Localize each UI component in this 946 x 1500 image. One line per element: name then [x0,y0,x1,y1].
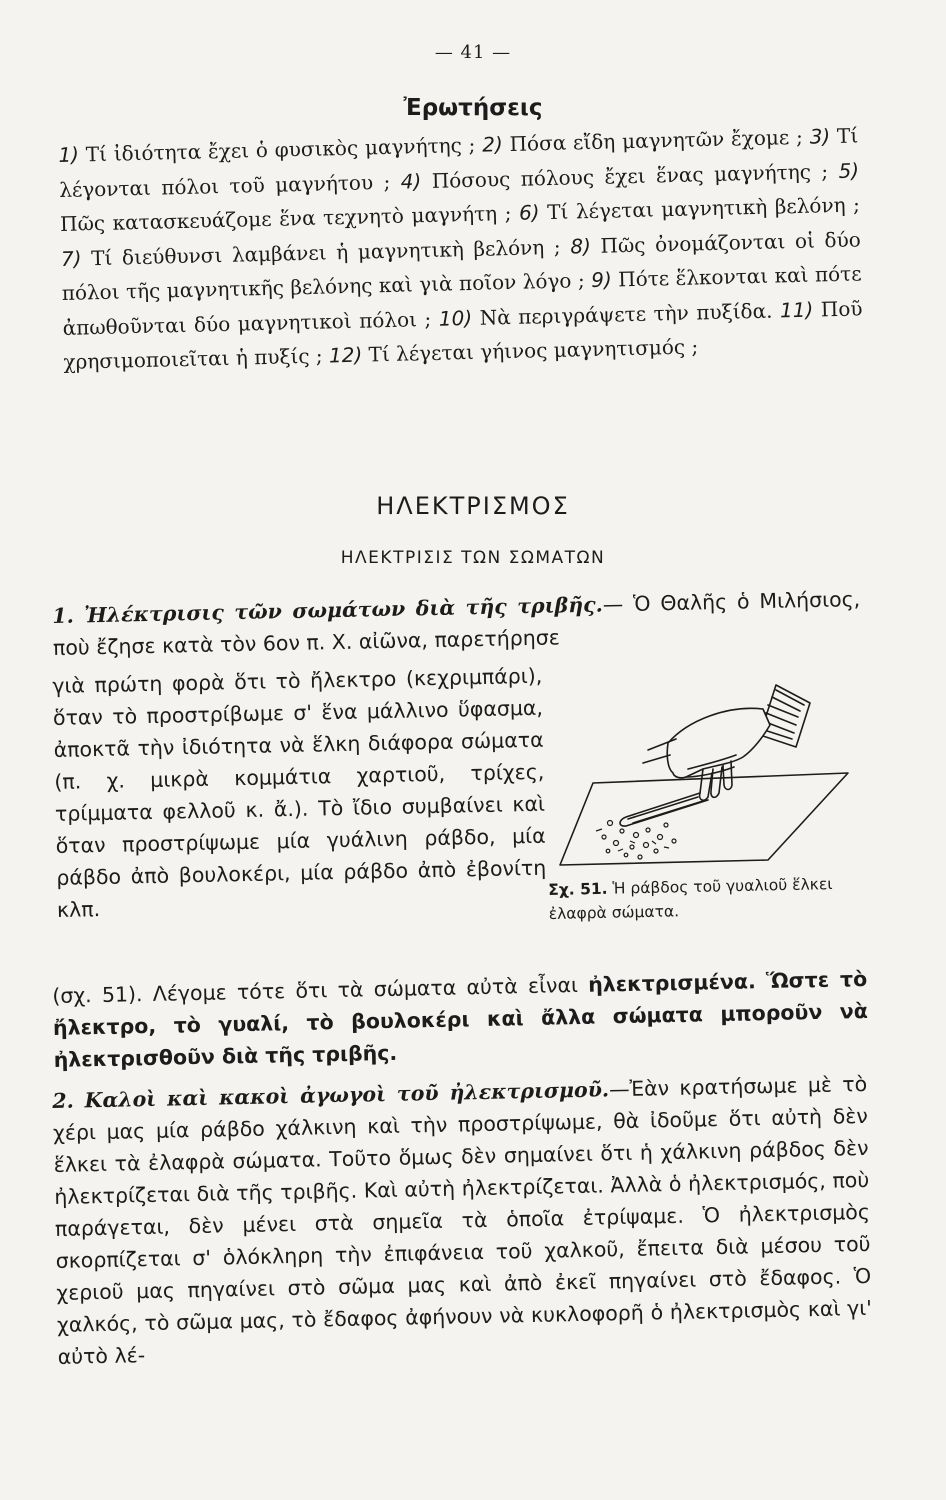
questions-list [58,118,864,379]
figure-caption-text: Ἡ ράβδος τοῦ γυαλιοῦ ἕλκει ἐλαφρὰ σώματα. [548,875,833,923]
questions-heading: Ἐρωτήσεις [403,95,543,121]
figure-label: Σχ. 51. [548,879,608,899]
question-item: 8) Πῶς ὀνομάζονται οἱ δύο πόλοι τῆς μαγνητικῆς βελόνης καὶ γιὰ ποῖον λόγο ; [61,226,862,305]
question-item: 7) Τί διεύθυνσι λαμβάνει ἡ μαγνητικὴ βελόνη ; [60,234,561,271]
section1-conclusion [52,963,869,1076]
section2-title: 2. Καλοὶ καὶ κακοὶ ἀγωγοὶ τοῦ ἠλεκτρισμοῦ. [52,1077,610,1113]
section1-text-c: (σχ. 51). Λέγομε τότε ὅτι τὰ σώματα αὐτὰ εἶναι [52,972,579,1008]
section2-text: —Ἐὰν κρατήσωμε μὲ τὸ χέρι μας μία ράβδο χάλκινη καὶ τὴν προστρίψωμε, θὰ ἰδοῦμε ὅτι αὐτὴ δὲν ἕλκει τὰ ἐλαφρὰ σώματα. Τοῦτο ὅμως δὲν σημαίνει ὅτι ἡ χάλκινη ράβδος δὲν ἠλεκτρίζεται διὰ τῆς τριβῆς. Καὶ αὐτὴ ἠλεκτρίζεται. Ἀλλὰ ὁ ἠλεκτρισμός, ποὺ παράγεται, δὲν μένει στὰ σημεῖα τὰ ὁποῖα ἐτρίψαμε. Ὁ ἠλεκτρισμὸς σκορπίζεται σ' ὁλόκληρη τὴν ἐπιφάνεια τοῦ χαλκοῦ, ἔπειτα διὰ μέσου τοῦ χεριοῦ μας πηγαίνει στὸ σῶμα μας καὶ ἀπὸ ἐκεῖ πηγαίνει στὸ ἔδαφος. Ὁ χαλκός, τὸ σῶμα μας, τὸ ἔδαφος ἀφήνουν νὰ κυκλοφορῆ ὁ ἠλεκτρισμὸς καὶ γι' αὐτὸ λέ- [52,1071,873,1369]
section1-opening [52,583,861,664]
section2 [52,1068,873,1373]
figure-51 [548,665,868,890]
section1-text-a: — Ὁ Θαλῆς ὁ Μιλήσιος, ποὺ ἔζησε κατὰ τὸν 6ον π. Χ. αἰῶνα, παρετήρησε [52,587,861,660]
section1-title: 1. Ἠλέκτρισις τῶν σωμάτων διὰ τῆς τριβῆς. [52,592,603,628]
chapter-title: ΗΛΕΚΤΡΙΣΜΟΣ [376,492,570,520]
section1-summary: Ὥστε τὸ ἤλεκτρο, τὸ γυαλί, τὸ βουλοκέρι καὶ ἄλλα σώματα μποροῦν νὰ ἠλεκτρισθοῦν διὰ τῆς τριβῆς. [52,966,869,1072]
question-item: 1) Τί ἰδιότητα ἔχει ὁ φυσικὸς μαγνήτης ; [58,132,476,167]
rod-attracts-light-bodies-illustration [548,665,868,890]
question-item: 2) Πόσα εἴδη μαγνητῶν ἔχομε ; [481,124,804,157]
question-item: 10) Νὰ περιγράψετε τὴν πυξίδα. [438,298,773,331]
section1-electrified-term: ἠλεκτρισμένα. [587,969,756,997]
figure-caption [548,872,859,926]
section1-text-b: γιὰ πρώτη φορὰ ὅτι τὸ ἤλεκτρο (κεχριμπάρι), ὅταν τὸ προστρίβωμε σ' ἕνα μάλλινο ὕφασμα, ἀποκτᾶ τὴν ἰδιότητα νὰ ἕλκη διάφορα σώματα (π. χ. μικρὰ κομμάτια χαρτιοῦ, τρίχες, τρίμματα φελλοῦ κ. ἄ.). Τὸ ἴδιο συμβαίνει καὶ ὅταν προστρίψωμε μία γυάλινη ράβδο, μία ράβδο ἀπὸ βουλοκέρι, μία ράβδο ἀπὸ ἐβονίτη κλπ. [52,663,547,922]
question-item: 9) Πότε ἕλκονται καὶ πότε ἀπωθοῦνται δύο μαγνητικοὶ πόλοι ; [62,261,862,340]
page-number: — 41 — [434,42,512,63]
question-item: 11) Ποῦ χρησιμοποιεῖται ἡ πυξίς ; [63,295,863,374]
question-item: 6) Τί λέγεται μαγνητικὴ βελόνη ; [518,192,861,225]
subchapter-title: ΗΛΕΚΤΡΙΣΙΣ ΤΩΝ ΣΩΜΑΤΩΝ [340,548,606,568]
question-item: 4) Πόσους πόλους ἔχει ἕνας μαγνήτης ; [400,158,829,194]
question-item: 5) Πῶς κατασκευάζομε ἕνα τεχνητὸ μαγνήτη ; [59,157,860,236]
question-item: 3) Τί λέγονται πόλοι τοῦ μαγνήτου ; [58,123,859,202]
question-item: 12) Τί λέγεται γήινος μαγνητισμός ; [328,334,699,368]
